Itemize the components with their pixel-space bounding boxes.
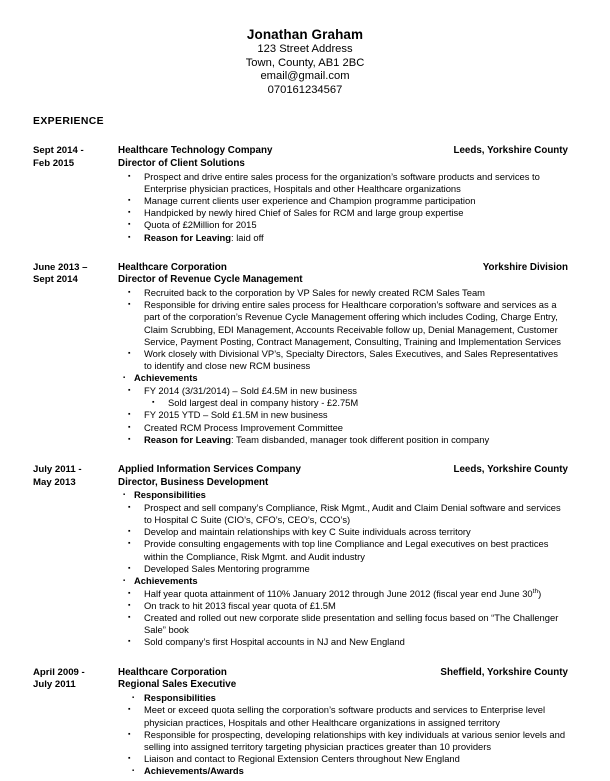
list-item-text: Liaison and contact to Regional Extension Centers throughout New England [144, 753, 460, 765]
group-heading-text: Responsibilities [134, 489, 206, 501]
job-company: Healthcare Corporation [118, 666, 227, 678]
job-role: Regional Sales Executive [118, 679, 237, 691]
job-dates [33, 145, 113, 170]
group-heading-text: Achievements/Awards [144, 765, 244, 777]
job-company: Healthcare Corporation [118, 261, 227, 273]
job-entry [0, 145, 610, 243]
job-title-row [118, 262, 568, 275]
square-bullet-icon: ▪ [128, 589, 131, 597]
reason-text: : laid off [231, 231, 264, 243]
square-bullet-icon: ▪ [128, 172, 131, 180]
job-date-end: Sept 2014 [33, 274, 78, 286]
job-role: Director of Revenue Cycle Management [118, 274, 303, 286]
job-date-end: July 2011 [33, 679, 76, 691]
list-item-reason [118, 434, 568, 446]
job-bullet-list [118, 692, 568, 778]
job-dates [33, 464, 113, 489]
list-item [118, 600, 568, 612]
list-item-text: Meet or exceed quota selling the corporation’s software products and services to Enterprise level physician practices, Hospitals and other Healthcare organizations in assigned territory [144, 704, 546, 728]
list-item-text: Sold company’s first Hospital accounts in NJ and New England [144, 636, 405, 648]
square-bullet-icon: ▪ [128, 435, 131, 443]
job-location: Sheffield, Yorkshire County [440, 666, 568, 678]
list-item [118, 588, 568, 600]
square-bullet-icon: ▪ [128, 411, 131, 419]
job-date-end: Feb 2015 [33, 157, 75, 169]
square-bullet-icon: ▪ [128, 528, 131, 536]
square-bullet-icon: ▪ [152, 399, 155, 407]
job-title-row [118, 464, 568, 477]
job-dates [33, 262, 113, 287]
square-bullet-icon: ▪ [128, 233, 131, 241]
group-heading-responsibilities [118, 489, 568, 502]
job-date-start: Sept 2014 - [33, 145, 84, 157]
square-bullet-icon: ▪ [128, 601, 131, 609]
square-bullet-icon: ▪ [128, 503, 131, 511]
job-date-start: July 2011 - [33, 464, 82, 475]
reason-label: Reason for Leaving [144, 433, 231, 445]
square-bullet-icon: ▪ [128, 196, 131, 204]
candidate-email: email@gmail.com [260, 70, 350, 83]
job-entry [0, 464, 610, 649]
list-item [118, 195, 568, 207]
job-body [118, 262, 568, 446]
candidate-name: Jonathan Graham [246, 27, 364, 42]
square-bullet-icon: ▪ [128, 540, 131, 548]
list-item [118, 612, 568, 636]
list-item-text: Responsible for driving entire sales process for Healthcare corporation’s software and services as a part of the corporation’s Revenue Cycle Management offering which includes Coding, Charge Entry, Claim Scrubbing, EDI Management, Accounts Receivable follow up, Denial Management, Customer Service, Payment Posting, Contract Management, Consulting, Training and Implementation Services [144, 299, 561, 347]
group-heading-responsibilities [118, 692, 568, 705]
list-item [118, 526, 568, 538]
square-bullet-icon: ▪ [123, 578, 126, 584]
group-heading-achievements [118, 575, 568, 588]
group-heading-achievements-awards [118, 765, 568, 778]
list-item [118, 207, 568, 219]
list-item [118, 636, 568, 648]
list-item [118, 171, 568, 195]
job-title-row [118, 145, 568, 158]
list-item-text: Created RCM Process Improvement Committee [144, 421, 344, 433]
job-date-end: May 2013 [33, 476, 76, 488]
candidate-address: 123 Street Address [257, 43, 353, 55]
list-item [118, 219, 568, 231]
list-item [118, 729, 568, 753]
list-item-text: Provide consulting engagements with top line Compliance and Legal executives on best practices within the Compliance, Risk Mgmt. and Audit industry [144, 538, 549, 562]
square-bullet-icon: ▪ [128, 386, 131, 394]
resume-header [0, 0, 610, 97]
reason-label: Reason for Leaving [144, 231, 231, 243]
section-heading-experience: EXPERIENCE [33, 116, 104, 128]
square-bullet-icon: ▪ [128, 288, 131, 296]
square-bullet-icon: ▪ [128, 706, 131, 714]
job-body [118, 145, 568, 243]
list-item-text: Prospect and sell company’s Compliance, Risk Mgmt., Audit and Claim Denial software and services to Hospital C Suite (CIO’s, CFO’s, CEO’s, CCO’s) [144, 501, 561, 525]
job-company: Applied Information Services Company [118, 464, 301, 475]
sub-list-item-text: Sold largest deal in company history - £2.75M [168, 397, 359, 409]
list-item-text: Prospect and drive entire sales process for the organization’s software products and services to Enterprise physician practices, Hospitals and other Healthcare organizations [144, 170, 540, 194]
list-item [118, 385, 568, 397]
group-heading-text: Achievements [134, 575, 198, 586]
list-item-text: Quota of £2Million for 2015 [144, 219, 257, 231]
candidate-city-line: Town, County, AB1 2BC [245, 56, 365, 69]
job-location: Leeds, Yorkshire County [453, 464, 568, 475]
list-item [118, 538, 568, 562]
reason-text: : Team disbanded, manager took different position in company [231, 433, 490, 445]
list-item-text: Recruited back to the corporation by VP Sales for newly created RCM Sales Team [144, 286, 485, 298]
square-bullet-icon: ▪ [128, 755, 131, 763]
job-date-start: June 2013 – [33, 261, 88, 273]
group-heading-achievements [118, 372, 568, 385]
list-item [118, 409, 568, 421]
job-body [118, 464, 568, 649]
square-bullet-icon: ▪ [128, 221, 131, 229]
list-item-text: Developed Sales Mentoring programme [144, 562, 310, 574]
square-bullet-icon: ▪ [128, 614, 131, 621]
list-item-text: Work closely with Divisional VP’s, Specialty Directors, Sales Executives, and Sales Representatives to identify and close new RCM business [144, 347, 558, 372]
list-item [118, 287, 568, 299]
job-company: Healthcare Technology Company [118, 145, 273, 157]
job-bullet-list [118, 171, 568, 244]
list-item-text: Half year quota attainment of 110% January 2012 through June 2012 (fiscal year end June 30th) [144, 587, 542, 599]
list-item-text: Manage current clients user experience and Champion programme participation [144, 194, 476, 206]
list-item-reason [118, 232, 568, 244]
square-bullet-icon: ▪ [132, 694, 135, 701]
square-bullet-icon: ▪ [132, 768, 135, 775]
job-title-row [118, 667, 568, 680]
list-item-text: Created and rolled out new corporate slide presentation and selling focus based on “The Challenger Sale” book [144, 612, 559, 636]
square-bullet-icon: ▪ [123, 375, 126, 382]
list-item-text: Handpicked by newly hired Chief of Sales for RCM and large group expertise [144, 207, 464, 219]
list-item-text: FY 2014 (3/31/2014) – Sold £4.5M in new business [144, 384, 357, 396]
list-item [118, 348, 568, 372]
square-bullet-icon: ▪ [128, 423, 131, 431]
job-dates [33, 667, 113, 692]
job-location: Yorkshire Division [482, 261, 568, 273]
square-bullet-icon: ▪ [128, 349, 131, 357]
square-bullet-icon: ▪ [128, 638, 131, 646]
candidate-phone: 070161234567 [267, 83, 343, 96]
list-item [118, 704, 568, 728]
job-date-start: April 2009 - [33, 666, 85, 678]
job-entry [0, 667, 610, 778]
group-heading-text: Achievements [134, 372, 198, 384]
square-bullet-icon: ▪ [128, 730, 131, 738]
list-item [118, 502, 568, 526]
job-bullet-list [118, 287, 568, 446]
list-item [118, 563, 568, 575]
list-item [118, 753, 568, 765]
job-role: Director of Client Solutions [118, 157, 245, 169]
square-bullet-icon: ▪ [128, 564, 131, 572]
job-body [118, 667, 568, 778]
list-item-text: FY 2015 YTD – Sold £1.5M in new business [144, 409, 328, 421]
job-entry [0, 262, 610, 446]
list-item [118, 422, 568, 434]
square-bullet-icon: ▪ [128, 301, 131, 309]
sub-list-item [118, 397, 568, 409]
job-role: Director, Business Development [118, 476, 269, 488]
list-item-text: Responsible for prospecting, developing relationships with key individuals at various senior levels and selling into assigned territory targeting physician practices greater than 10 providers [144, 728, 566, 752]
list-item-text: Develop and maintain relationships with key C Suite individuals across territory [144, 526, 471, 538]
job-bullet-list [118, 489, 568, 648]
list-item-text: On track to hit 2013 fiscal year quota of £1.5M [144, 599, 336, 611]
square-bullet-icon: ▪ [123, 492, 126, 499]
job-location: Leeds, Yorkshire County [453, 145, 568, 157]
list-item [118, 299, 568, 348]
group-heading-text: Responsibilities [144, 691, 216, 703]
square-bullet-icon: ▪ [128, 209, 131, 217]
